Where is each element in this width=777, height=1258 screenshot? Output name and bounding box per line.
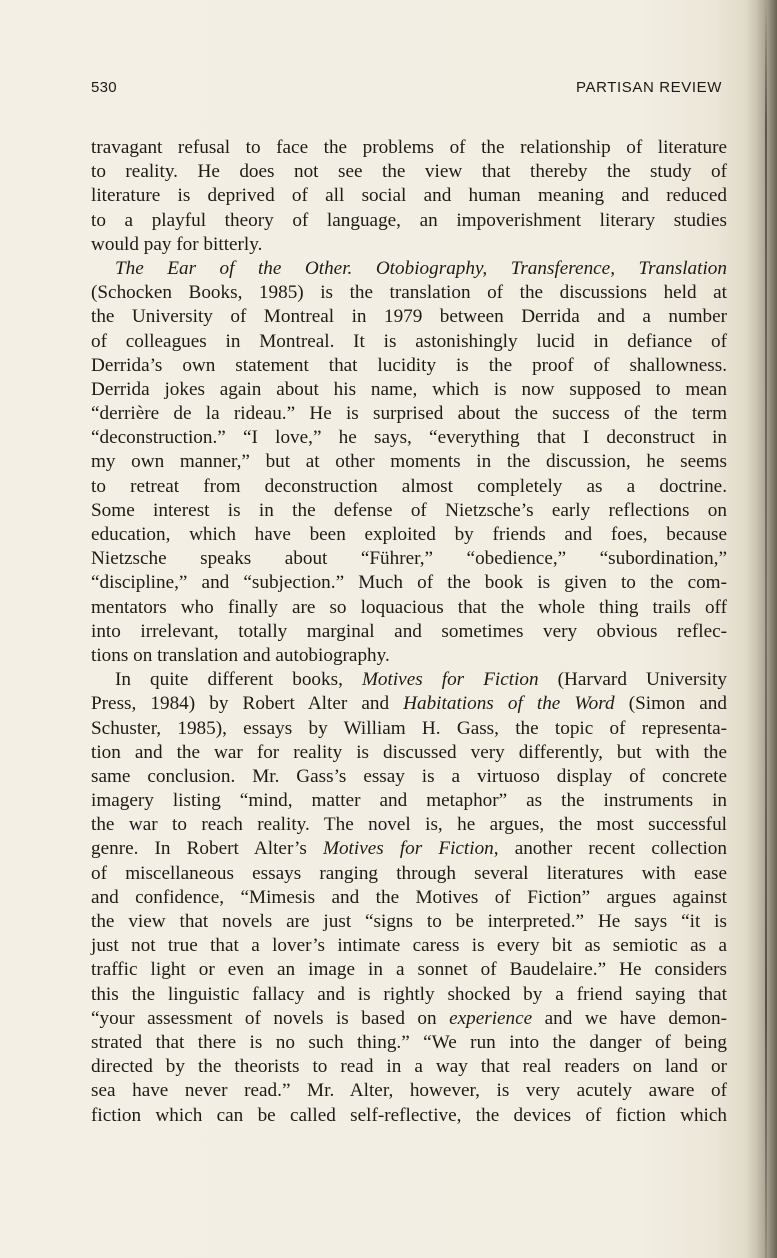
line-text: and we have demon- (532, 1007, 728, 1029)
line-text: the view that novels are just “signs to be interpreted.” He says “it is (91, 911, 727, 932)
italic-title-text: The Ear of the Other. Otobiography, Transference, Translation (115, 257, 727, 279)
line-text: tion and the war for reality is discussed very differently, but with the (91, 741, 727, 763)
line-text: Press, 1984) by Robert Alter and (91, 693, 404, 715)
line-text: travagant refusal to face the problems of the relationship of literature (91, 137, 727, 158)
line-text: “discipline,” and “subjection.” Much of the book is given to the com- (91, 572, 727, 594)
italic-title-text: Motives for Fiction (361, 669, 539, 691)
text-line (91, 692, 727, 716)
text-line (91, 644, 727, 668)
body-text (91, 136, 727, 1128)
text-line (91, 958, 727, 982)
line-text: education, which have been exploited by friends and foes, because (91, 524, 727, 545)
text-line (91, 547, 727, 571)
line-text: literature is deprived of all social and human meaning and reduced (91, 185, 727, 207)
text-line (91, 209, 727, 233)
text-line (91, 402, 727, 426)
text-line (91, 354, 727, 378)
text-line (91, 1007, 727, 1031)
line-text: (Harvard University (538, 669, 727, 691)
text-line (91, 136, 727, 160)
journal-title: PARTISAN REVIEW (576, 79, 722, 96)
line-text: directed by the theorists to read in a way that real readers on land or (91, 1056, 727, 1078)
text-line (91, 668, 727, 692)
line-text: sea have never read.” Mr. Alter, however, is very acutely aware of (91, 1080, 727, 1102)
line-text: of miscellaneous essays ranging through several literatures with ease (91, 862, 727, 884)
text-line (91, 1031, 727, 1055)
text-line (91, 257, 727, 281)
text-line (91, 426, 727, 450)
line-text: Derrida jokes again about his name, which is now supposed to mean (91, 378, 727, 400)
line-text: Some interest is in the defense of Nietzsche’s early reflections on (91, 499, 727, 521)
running-head (91, 79, 722, 101)
line-text: Derrida’s own statement that lucidity is the proof of shallowness. (91, 354, 727, 376)
line-text: , another recent collection (493, 838, 727, 860)
line-text: the war to reach reality. The novel is, he argues, the most successful (91, 814, 727, 836)
text-line (91, 934, 727, 958)
text-line (91, 184, 727, 208)
line-text: tions on translation and autobiography. (91, 644, 390, 666)
line-text: imagery listing “mind, matter and metaphor” as the instruments in (91, 790, 727, 812)
text-line (91, 789, 727, 813)
line-text: traffic light or even an image in a sonnet of Baudelaire.” He considers (91, 959, 727, 981)
line-text: “your assessment of novels is based on (91, 1007, 450, 1029)
book-spine-edge (765, 0, 767, 1258)
text-line (91, 741, 727, 765)
text-line (91, 620, 727, 644)
line-text: Nietzsche speaks about “Führer,” “obedience,” “subordination,” (91, 548, 727, 570)
line-text: would pay for bitterly. (91, 233, 263, 255)
line-text: Schuster, 1985), essays by William H. Gass, the topic of representa- (91, 717, 727, 739)
text-line (91, 571, 727, 595)
line-text: to reality. He does not see the view that thereby the study of (91, 161, 727, 183)
line-text: my own manner,” but at other moments in the discussion, he seems (91, 451, 727, 473)
text-line (91, 305, 727, 329)
line-text: “deconstruction.” “I love,” he says, “everything that I deconstruct in (91, 427, 727, 449)
line-text: this the linguistic fallacy and is rightly shocked by a friend saying that (91, 983, 727, 1005)
text-line (91, 717, 727, 741)
italic-title-text: Motives for Fiction (322, 838, 494, 860)
text-line (91, 499, 727, 523)
line-text: (Schocken Books, 1985) is the translation of the discussions held at (91, 282, 727, 304)
text-line (91, 886, 727, 910)
line-text: of colleagues in Montreal. It is astonishingly lucid in defiance of (91, 330, 727, 352)
text-line (91, 330, 727, 354)
book-spine-shadow (745, 0, 777, 1258)
line-text: mentators who finally are so loquacious that the whole thing trails off (91, 596, 727, 618)
text-line (91, 983, 727, 1007)
italic-title-text: experience (449, 1007, 533, 1029)
line-text: strated that there is no such thing.” “We run into the danger of being (91, 1031, 727, 1053)
text-line (91, 813, 727, 837)
line-text: into irrelevant, totally marginal and sometimes very obvious reflec- (91, 620, 727, 642)
line-text: to a playful theory of language, an impoverishment literary studies (91, 209, 727, 231)
text-line (91, 160, 727, 184)
line-text: the University of Montreal in 1979 between Derrida and a number (91, 306, 727, 328)
line-text: to retreat from deconstruction almost completely as a doctrine. (91, 475, 727, 497)
text-line (91, 378, 727, 402)
text-line (91, 765, 727, 789)
text-line (91, 450, 727, 474)
text-line (91, 233, 727, 257)
text-line (91, 862, 727, 886)
line-text: In quite different books, (115, 669, 362, 691)
text-line (91, 1055, 727, 1079)
text-line (91, 523, 727, 547)
page-number: 530 (91, 79, 117, 96)
text-line (91, 837, 727, 861)
text-line (91, 475, 727, 499)
line-text: (Simon and (614, 693, 727, 715)
text-line (91, 281, 727, 305)
line-text: “derrière de la rideau.” He is surprised about the success of the term (91, 403, 727, 425)
text-line (91, 910, 727, 934)
line-text: same conclusion. Mr. Gass’s essay is a virtuoso display of concrete (91, 765, 727, 787)
line-text: just not true that a lover’s intimate caress is every bit as semiotic as a (91, 935, 727, 957)
text-line (91, 1104, 727, 1128)
line-text: fiction which can be called self-reflective, the devices of fiction which (91, 1104, 727, 1126)
text-line (91, 596, 727, 620)
line-text: and confidence, “Mimesis and the Motives of Fiction” argues against (91, 886, 727, 908)
text-line (91, 1079, 727, 1103)
line-text: genre. In Robert Alter’s (91, 838, 323, 860)
italic-title-text: Habitations of the Word (403, 693, 615, 715)
